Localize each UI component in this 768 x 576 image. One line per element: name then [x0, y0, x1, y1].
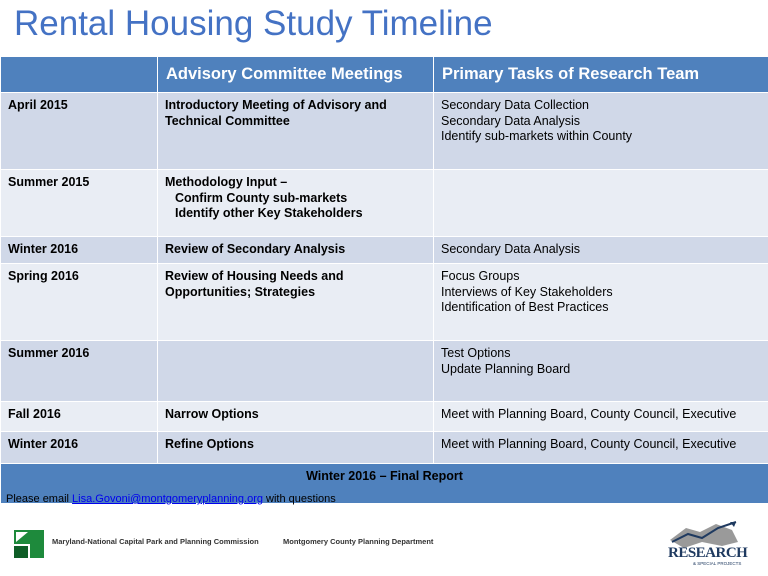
meeting-line: Identify other Key Stakeholders — [175, 206, 363, 220]
tasks-cell — [434, 264, 768, 341]
timeline-table — [0, 56, 768, 504]
task-line: Secondary Data Analysis — [441, 242, 580, 256]
task-line: Update Planning Board — [441, 361, 571, 376]
task-line: Focus Groups — [441, 269, 520, 283]
tasks-cell — [434, 432, 768, 464]
email-link[interactable]: Lisa.Govoni@montgomeryplanning.org — [72, 493, 263, 505]
period-cell: Spring 2016 — [1, 264, 158, 341]
task-line: Identification of Best Practices — [441, 300, 609, 314]
column-header-tasks: Primary Tasks of Research Team — [434, 57, 768, 93]
table-row — [1, 170, 768, 237]
meeting-line: Refine Options — [165, 437, 254, 451]
contact-suffix: with questions — [262, 493, 336, 505]
table-row — [1, 264, 768, 341]
task-line: Test Options — [441, 346, 511, 360]
tasks-cell — [434, 93, 768, 170]
column-header-meetings: Advisory Committee Meetings — [158, 57, 434, 93]
research-logo-text: RESEARCH — [668, 545, 748, 561]
table-row — [1, 341, 768, 402]
research-logo-subtext: & SPECIAL PROJECTS — [693, 561, 742, 566]
table-row — [1, 237, 768, 264]
period-cell: Winter 2016 — [1, 432, 158, 464]
period-cell: Summer 2016 — [1, 341, 158, 402]
meeting-line: Review of Secondary Analysis — [165, 242, 346, 256]
meeting-line: Opportunities; Strategies — [165, 284, 316, 299]
tasks-cell — [434, 237, 768, 264]
meeting-cell — [158, 264, 434, 341]
org-name-planning-department: Montgomery County Planning Department — [283, 537, 434, 546]
column-header-period — [1, 57, 158, 93]
final-report-label: Winter 2016 – Final Report — [1, 464, 768, 504]
period-cell: Winter 2016 — [1, 237, 158, 264]
meeting-line: Introductory Meeting of Advisory and — [165, 98, 387, 112]
contact-prefix: Please email — [6, 493, 73, 505]
tasks-cell — [434, 170, 768, 237]
period-cell: Fall 2016 — [1, 402, 158, 432]
meeting-line: Confirm County sub-markets — [175, 190, 348, 205]
task-line: Secondary Data Analysis — [441, 113, 580, 128]
task-line: Secondary Data Collection — [441, 98, 589, 112]
mncppc-logo-icon — [12, 528, 46, 560]
meeting-line: Technical Committee — [165, 113, 290, 128]
tasks-cell — [434, 341, 768, 402]
period-cell: April 2015 — [1, 93, 158, 170]
task-line: Identify sub-markets within County — [441, 129, 633, 143]
contact-line — [6, 493, 336, 505]
meeting-cell — [158, 170, 434, 237]
page-title: Rental Housing Study Timeline — [14, 4, 493, 43]
tasks-cell — [434, 402, 768, 432]
task-line: Meet with Planning Board, County Council, Executive — [441, 407, 737, 421]
table-header-row — [1, 57, 768, 93]
meeting-cell — [158, 93, 434, 170]
meeting-line: Methodology Input – — [165, 175, 288, 189]
meeting-line: Review of Housing Needs and — [165, 269, 344, 283]
period-cell: Summer 2015 — [1, 170, 158, 237]
table-row — [1, 432, 768, 464]
meeting-cell — [158, 237, 434, 264]
table-row — [1, 93, 768, 170]
org-name-mncppc: Maryland-National Capital Park and Planning Commission — [52, 537, 259, 546]
meeting-cell — [158, 402, 434, 432]
table-row — [1, 402, 768, 432]
meeting-line: Narrow Options — [165, 407, 259, 421]
meeting-cell — [158, 432, 434, 464]
task-line: Interviews of Key Stakeholders — [441, 284, 613, 299]
task-line: Meet with Planning Board, County Council, Executive — [441, 437, 737, 451]
meeting-cell — [158, 341, 434, 402]
